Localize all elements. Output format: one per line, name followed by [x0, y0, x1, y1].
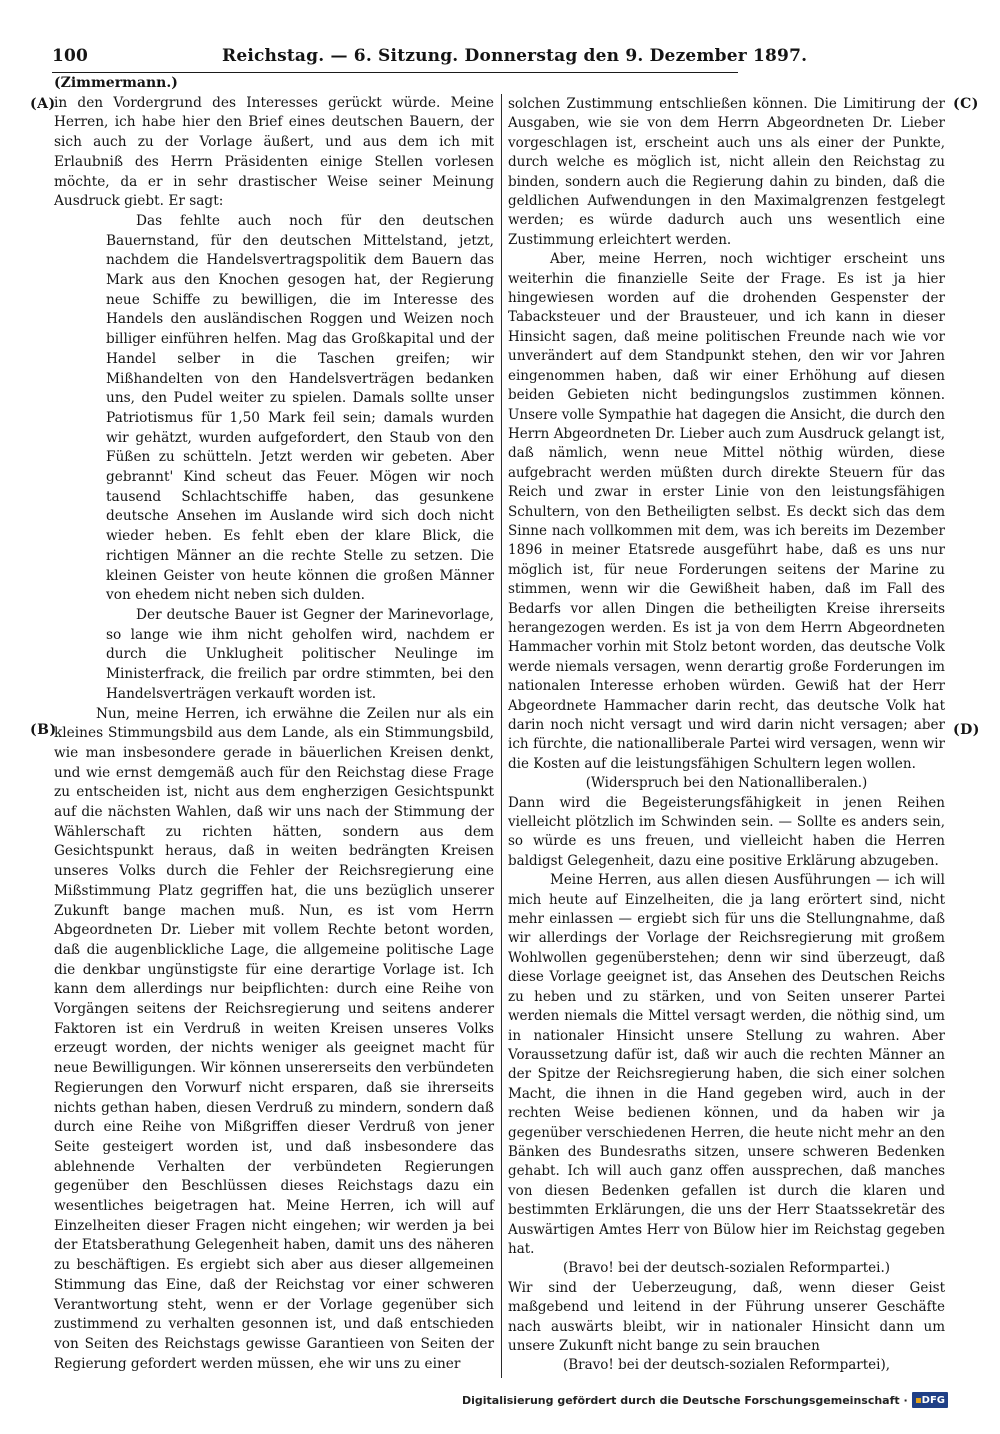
paragraph: in den Vordergrund des Interesses gerückt würde. Meine Herren, ich habe hier den Brief eines deutschen Bauern, der sich auch zu der Vorlage äußert, und aus dem ich mit Erlaubniß des Herrn Präsidenten einige Stellen vorlesen möchte, da er in sehr drastischer Weise seiner Meinung Ausdruck giebt. Er sagt:	[54, 94, 494, 210]
paragraph: Nun, meine Herren, ich erwähne die Zeilen nur als ein kleines Stimmungsbild aus dem Lande, als ein Stimmungsbild, wie man insbesondere gerade in bäuerlichen Kreisen denkt, und wie ernst demgemäß auch für den Reichstag diese Frage zu entscheiden ist, nicht aus dem engherzigen Gesichtspunkt auf die nächsten Wahlen, daß wir uns nach der Stimmung der Wählerschaft zu richten hätten, sondern aus dem Gesichtspunkt heraus, daß in weiten bedrängten Kreisen unseres Volks durch die Fehler der Reichsregierung eine Mißstimmung Platz gegriffen hat, die uns bezüglich unserer Zukunft bange machen muß. Nun, es ist vom Herrn Abgeordneten Dr. Lieber mit vollem Rechte betont worden, daß die augenblickliche Lage, die allgemeine politische Lage die denkbar ungünstigste für eine derartige Vorlage ist. Ich kann dem allerdings nur beipflichten: durch eine Reihe von Vorgängen seitens der Reichsregierung und seitens anderer Faktoren ist ein Verdruß in weiten Kreisen unseres Volks erzeugt worden, der nichts weniger als geeignet macht für neue Bewilligungen. Wir können unsererseits den verbündeten Regierungen den Vorwurf nicht ersparen, daß sie ihrerseits nichts gethan haben, diesen Verdruß zu mindern, sondern daß durch eine Reihe von Mißgriffen dieser Verdruß von jener Seite gesteigert worden ist, und daß insbesondere das ablehnende Verhalten der verbündeten Regierungen gegenüber den Beschlüssen dieses Reichstags dazu ein wesentliches beigetragen hat. Meine Herren, ich will auf Einzelheiten dieser Fragen nicht eingehen; wir werden ja bei der Etatsberathung Gelegenheit haben, damit uns des näheren zu beschäftigen. Es ergiebt sich aber aus dieser allgemeinen Stimmung das Eine, daß der Reichstag vor einer schweren Verantwortung steht, wenn er der Vorlage gegenüber sich zustimmend zu verhalten gesonnen ist, und daß entschieden von Seiten des Reichstags gewisse Garantieen von Seiten der Regierung gefordert werden müssen, ehe wir uns zu einer	[54, 705, 494, 1372]
column-divider	[501, 94, 502, 1378]
margin-marker-b: (B)	[30, 722, 57, 738]
interjection: (Widerspruch bei den Nationalliberalen.)	[585, 775, 868, 792]
paragraph: Aber, meine Herren, noch wichtiger erscheint uns weiterhin die finanzielle Seite der Frage. Es ist ja hier hingewiesen worden auf die drohenden Gespenster der Tabacksteuer und der Brausteuer, und ich kann in dieser Hinsicht sagen, daß meine politischen Freunde nach wie vor unverändert auf dem Standpunkt stehen, den wir vor Jahren eingenommen haben, daß wir einer Erhöhung auf diesen beiden Gebieten nicht bedingungslos zustimmen können. Unsere volle Sympathie hat dagegen die Ansicht, die durch den Herrn Abgeordneten Dr. Lieber auch zum Ausdruck gelangt ist, daß nämlich, wenn neue Mittel nöthig würden, diese aufgebracht werden müßten durch direkte Steuern für das Reich und zwar in erster Linie von den leistungsfähigen Schultern, von den Betheiligten selbst. Es deckt sich das dem Sinne nach vollkommen mit dem, was ich bereits im Dezember 1896 in meiner Etatsrede ausgeführt habe, daß es uns nur möglich ist, für neue Forderungen seitens der Marine zu stimmen, wenn wir die Gewißheit haben, daß im Fall des Bedarfs vor allen Dingen die betheiligten Kreise ihrerseits herangezogen werden. Es ist ja von dem Herrn Abgeordneten Hammacher vorhin mit Stolz betont worden, das deutsche Volk werde niemals versagen, wenn derartig große Forderungen im nationalen Interesse erhoben würden. Gewiß hat der Herr Abgeordnete Hammacher darin recht, das deutsche Volk hat darin noch nicht versagt und wird darin nicht versagen; aber ich fürchte, die nationalliberale Partei wird versagen, wenn wir die Kosten auf die leistungsfähigen Schultern legen wollen.	[508, 251, 945, 772]
interjection: (Bravo! bei der deutsch-sozialen Reformpartei),	[562, 1357, 891, 1374]
header-rule	[52, 72, 738, 73]
margin-marker-d: (D)	[953, 722, 980, 738]
page-header	[52, 46, 808, 72]
interjection: (Bravo! bei der deutsch-sozialen Reformpartei.)	[562, 1260, 891, 1277]
paragraph: Dann wird die Begeisterungsfähigkeit in jenen Reihen vielleicht plötzlich im Schwinden sein. — Sollte es anders sein, so würde es uns freuen, und vielleicht haben die Herren baldigst Gelegenheit, dazu eine positive Erklärung abzugeben.	[508, 794, 945, 869]
paragraph: Wir sind der Ueberzeugung, daß, wenn dieser Geist maßgebend und leitend in der Führung unserer Geschäfte nach auswärts bleibt, wir in nationaler Hinsicht dann um unsere Zukunft nicht bange zu sein brauchen	[508, 1279, 945, 1354]
paragraph: Das fehlte auch noch für den deutschen Bauernstand, für den deutschen Mittelstand, jetzt, nachdem die Handelsvertragspolitik dem Bauern das Mark aus den Knochen gesogen hat, der Regierung neue Schiffe zu bewilligen, die im Interesse des Handels den ausländischen Roggen und Weizen noch billiger einführen helfen. Mag das Großkapital und der Handel selber in die Taschen greifen; wir Mißhandelten von den Handelsverträgen bedanken uns, den Pudel weiter zu spielen. Damals sollte unser Patriotismus für 1,50 Mark feil sein; damals wurden wir gehätzt, wurden aufgefordert, den Staub von den Füßen zu schütteln. Jetzt werden wir gebeten. Aber gebrannt' Kind scheut das Feuer. Mögen wir noch tausend Schlachtschiffe haben, das gesunkene deutsche Ansehen im Auslande wird sich doch nicht wieder heben. Es fehlt eben der klare Blick, die richtigen Männer an die rechte Stelle zu setzen. Die kleinen Geister von heute können die großen Männer von ehedem nicht neben sich dulden.	[106, 212, 494, 604]
margin-marker-c: (C)	[953, 96, 979, 112]
margin-marker-a: (A)	[30, 96, 56, 112]
speaker-label: (Zimmermann.)	[54, 75, 178, 91]
funding-credit: Digitalisierung gefördert durch die Deutsche Forschungsgemeinschaft ·	[461, 1393, 908, 1407]
running-title: Reichstag. — 6. Sitzung. Donnerstag den 9. Dezember 1897.	[222, 46, 808, 66]
dfg-logo	[912, 1392, 948, 1408]
left-column	[54, 74, 494, 1374]
paragraph: Meine Herren, aus allen diesen Ausführungen — ich will mich heute auf Einzelheiten, die ja lang erörtert sind, nicht mehr einlassen — ergiebt sich für uns die Stellungnahme, daß wir allerdings der Vorlage der Reichsregierung mit großem Wohlwollen gegenüberstehen; denn wir sind überzeugt, daß diese Vorlage geeignet ist, das Ansehen des Deutschen Reichs zu heben und zu stärken, und von Seiten unserer Partei werden niemals die Mittel versagt werden, die nöthig sind, um in nationaler Hinsicht unsere Stellung zu wahren. Aber Voraussetzung dafür ist, daß wir auch die rechten Männer an der Spitze der Reichsregierung haben, die sich einer solchen Macht, die ihnen in die Hand gegeben wird, auch in der rechten Weise bedienen können, und da haben wir ja gegenüber verschiedenen Herren, die heute nicht mehr an den Bänken des Bundesraths sitzen, unsere schweren Bedenken gehabt. Ich will auch ganz offen aussprechen, daß manches von diesen Bedenken gefallen ist durch die klaren und bestimmten Erklärungen, die uns der Herr Staatssekretär des Auswärtigen Amtes Herr von Bülow hier im Reichstag gegeben hat.	[508, 872, 945, 1257]
dfg-logo-dot	[916, 1398, 921, 1403]
paragraph: Der deutsche Bauer ist Gegner der Marinevorlage, so lange wie ihm nicht geholfen wird, nachdem er durch die Unklugheit politischer Neulinge im Ministerfrack, die freilich par ordre stimmten, bei den Handelsverträgen verkauft worden ist.	[106, 606, 494, 702]
right-column	[508, 95, 945, 1376]
paragraph: solchen Zustimmung entschließen können. Die Limitirung der Ausgaben, wie sie von dem Herrn Abgeordneten Dr. Lieber vorgeschlagen ist, erscheint auch uns als einer der Punkte, durch welche es möglich ist, nicht allein den Reichstag zu binden, sondern auch die Regierung dahin zu binden, daß die geldlichen Aufwendungen in den Maximalgrenzen festgelegt werden; es würde dadurch auch uns wesentlich eine Zustimmung erleichtert werden.	[508, 96, 945, 248]
page-number: 100	[52, 46, 89, 66]
dfg-logo-text: DFG	[921, 1394, 945, 1406]
page-footer	[462, 1389, 948, 1411]
